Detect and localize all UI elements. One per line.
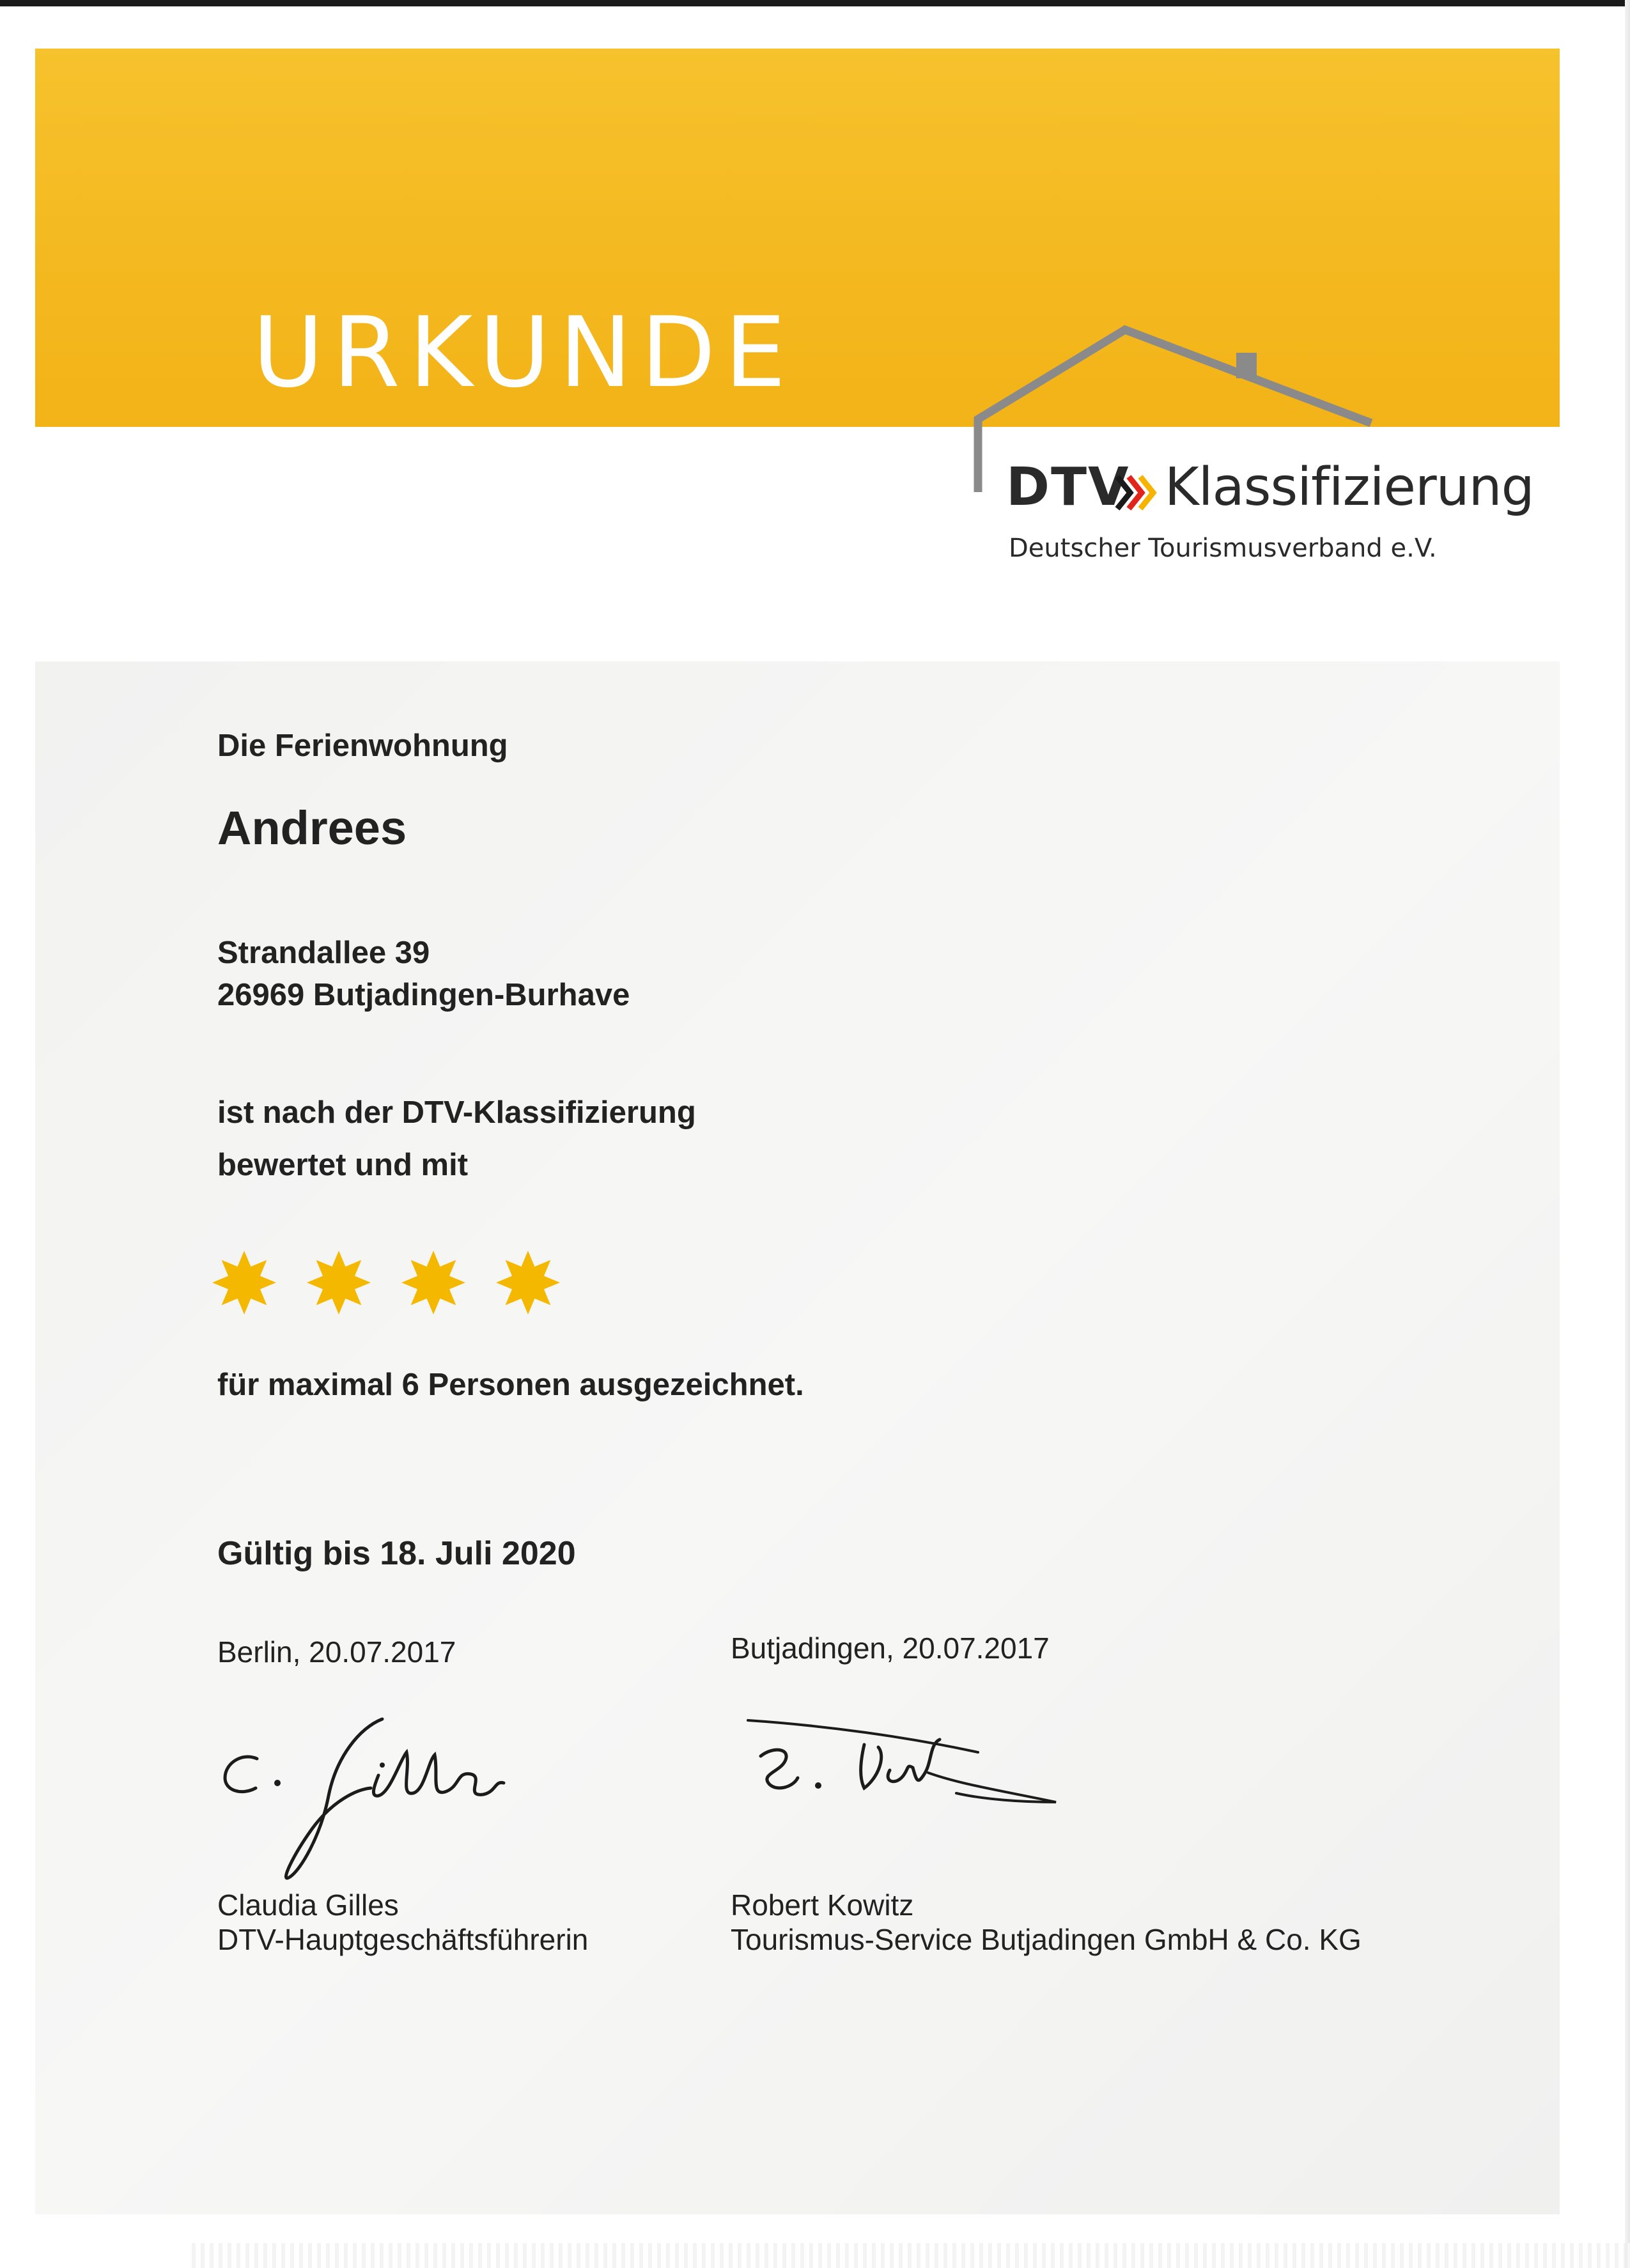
property-name: Andrees [217,801,407,854]
signature-robert-kowitz [722,1706,1080,1828]
star-icon [495,1249,561,1316]
signatory-2-name: Robert Kowitz [731,1888,914,1922]
logo-organization: Deutscher Tourismusverband e.V. [1009,534,1437,563]
signatory-2-place-date: Butjadingen, 20.07.2017 [731,1632,1050,1665]
validity-date: Gültig bis 18. Juli 2020 [217,1535,576,1572]
logo-dtv-text: DTV [1006,457,1130,518]
address-city: 26969 Butjadingen-Burhave [217,978,630,1012]
logo-klassifizierung-text: Klassifizierung [1165,457,1534,518]
triple-chevron-icon [1114,470,1158,515]
signatory-2-title: Tourismus-Service Butjadingen GmbH & Co. KG [731,1923,1362,1956]
star-rating [211,1249,569,1320]
signature-claudia-gilles [211,1706,569,1898]
signatory-1-title: DTV-Hauptgeschäftsführerin [217,1923,589,1956]
star-icon [400,1249,467,1316]
capacity-statement: für maximal 6 Personen ausgezeichnet. [217,1368,804,1402]
property-type: Die Ferienwohnung [217,729,508,763]
statement-line-2: bewertet und mit [217,1148,469,1182]
address-street: Strandallee 39 [217,936,430,970]
signatory-1-name: Claudia Gilles [217,1888,399,1922]
statement-line-1: ist nach der DTV-Klassifizierung [217,1095,696,1130]
certificate-title: URKUNDE [252,296,795,409]
star-icon [306,1249,372,1316]
scan-bottom-artifact [192,2243,1630,2268]
star-icon [211,1249,277,1316]
signatory-1-place-date: Berlin, 20.07.2017 [217,1635,456,1669]
content-panel [35,661,1560,2214]
